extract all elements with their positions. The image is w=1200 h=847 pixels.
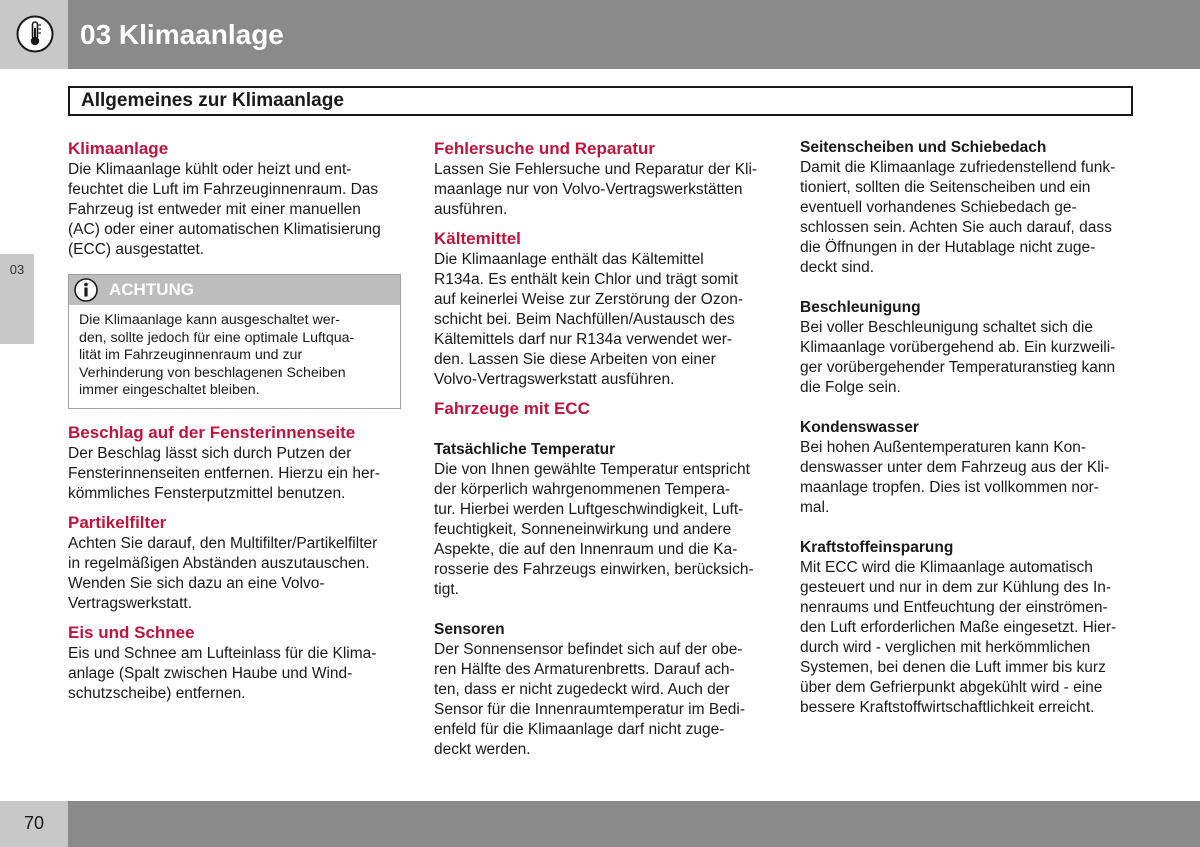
text-line: in regelmäßigen Abständen auszutauschen. (68, 554, 370, 572)
section-title-box (68, 86, 1133, 116)
text-line: Der Sonnensensor befindet sich auf der obe- (434, 641, 743, 658)
footer-corner (0, 801, 68, 847)
text-line: Die Klimaanlage kühlt oder heizt und ent- (68, 161, 352, 178)
text-line: Eis und Schnee am Lufteinlass für die Klima- (68, 644, 377, 662)
column-1 (68, 138, 403, 704)
text-line: immer eingeschaltet bleiben. (79, 382, 260, 398)
text-line: Achten Sie darauf, den Multifilter/Partikelfilter (68, 534, 378, 552)
footer-bar (0, 801, 1200, 847)
text-line: tur. Hierbei werden Luftgeschwindigkeit, Luft- (434, 501, 744, 518)
text-line: feuchtigkeit, Sonneneinwirkung und andere (434, 521, 732, 538)
text-line: Die Klimaanlage kann ausgeschaltet wer- (79, 312, 341, 328)
paragraph-kondenswasser (800, 438, 1135, 518)
text-line: Bei hohen Außentemperaturen kann Kon- (800, 439, 1087, 456)
chapter-title: 03 Klimaanlage (80, 19, 284, 50)
heading-beschleunigung: Beschleunigung (800, 299, 921, 316)
text-line: Lassen Sie Fehlersuche und Reparatur der Kli- (434, 161, 758, 178)
text-line: gesteuert und nur in dem zur Kühlung des In- (800, 579, 1112, 596)
warning-header (69, 275, 400, 305)
text-line: ausführen. (434, 201, 508, 218)
text-line: Der Beschlag lässt sich durch Putzen der (68, 444, 352, 462)
heading-fehlersuche: Fehlersuche und Reparatur (434, 139, 656, 158)
text-line: anlage (Spalt zwischen Haube und Wind- (68, 664, 353, 682)
paragraph-eis (68, 644, 403, 704)
text-line: auf keinerlei Weise zur Zerstörung der Ozon- (434, 291, 743, 308)
warning-box (68, 274, 401, 409)
side-tab-label: 03 (9, 262, 25, 277)
paragraph-beschlag (68, 444, 403, 504)
heading-seitenscheiben: Seitenscheiben und Schiebedach (800, 139, 1047, 156)
text-line: eventuell vorhandenes Schiebedach ge- (800, 199, 1077, 216)
paragraph-fehlersuche (434, 160, 769, 220)
text-line: den Luft erforderlichen Maße eingesetzt. Hier- (800, 619, 1117, 636)
heading-partikelfilter: Partikelfilter (68, 512, 167, 532)
text-line: den, sollte jedoch für eine optimale Luftqua- (79, 329, 355, 346)
text-line: maanlage tropfen. Dies ist vollkommen nor- (800, 479, 1099, 496)
paragraph-beschleunigung (800, 318, 1135, 398)
heading-eis: Eis und Schnee (68, 622, 195, 642)
heading-beschlag: Beschlag auf der Fensterinnenseite (68, 422, 356, 442)
text-line: schicht bei. Beim Nachfüllen/Austausch des (434, 311, 735, 328)
text-line: feuchtet die Luft im Fahrzeuginnenraum. Das (68, 181, 379, 198)
text-line: Damit die Klimaanlage zufriedenstellend funk- (800, 159, 1116, 176)
text-line: lität im Fahrzeuginnenraum und zur (79, 347, 303, 363)
text-line: Fensterinnenseiten entfernen. Hierzu ein her- (68, 464, 380, 482)
warning-body (69, 305, 400, 408)
header-corner (0, 0, 68, 69)
page-number: 70 (23, 813, 45, 833)
warning-text (79, 312, 390, 400)
text-line: Sensor für die Innenraumtemperatur im Bedi- (434, 701, 746, 718)
text-line: ger vorübergehender Temperaturanstieg kann (800, 359, 1116, 376)
heading-kraftstoff: Kraftstoffeinsparung (800, 539, 954, 556)
text-line: mal. (800, 499, 830, 516)
text-line: tigt. (434, 581, 459, 598)
text-line: rosserie des Fahrzeugs einwirken, berücksich- (434, 561, 754, 578)
text-line: enfeld für die Klimaanlage darf nicht zuge- (434, 721, 725, 738)
paragraph-partikelfilter (68, 534, 403, 614)
heading-sensoren: Sensoren (434, 621, 505, 638)
text-line: tioniert, sollten die Seitenscheiben und ein (800, 179, 1091, 196)
chapter-side-tab (0, 254, 34, 344)
text-line: denswasser unter dem Fahrzeug aus der Kli- (800, 459, 1110, 476)
column-3 (800, 138, 1135, 718)
text-line: R134a. Es enthält kein Chlor und trägt somit (434, 271, 739, 288)
text-line: Vertragswerkstatt. (68, 594, 193, 612)
text-line: Mit ECC wird die Klimaanlage automatisch (800, 559, 1093, 576)
text-line: Fahrzeug ist entweder mit einer manuellen (68, 201, 361, 218)
text-line: Die von Ihnen gewählte Temperatur entspricht (434, 461, 750, 478)
text-line: ten, dass er nicht zugedeckt wird. Auch der (434, 681, 730, 698)
thermometer-icon (16, 15, 54, 53)
text-line: bessere Kraftstoffwirtschaftlichkeit erreicht. (800, 699, 1095, 716)
text-line: Volvo-Vertragswerkstatt ausführen. (434, 371, 675, 388)
section-title: Allgemeines zur Klimaanlage (81, 90, 344, 111)
text-line: maanlage nur von Volvo-Vertragswerkstätten (434, 181, 743, 198)
text-line: ren Hälfte des Armaturenbretts. Darauf ach- (434, 661, 735, 678)
text-line: (ECC) ausgestattet. (68, 241, 205, 258)
paragraph-seitenscheiben (800, 158, 1135, 278)
text-line: Systemen, bei denen die Luft immer bis kurz (800, 659, 1106, 676)
text-line: Bei voller Beschleunigung schaltet sich die (800, 319, 1093, 336)
text-line: (AC) oder einer automatischen Klimatisierung (68, 221, 381, 238)
heading-kondenswasser: Kondenswasser (800, 419, 919, 436)
paragraph-klimaanlage (68, 160, 403, 260)
paragraph-sensoren (434, 640, 769, 760)
text-line: Verhinderung von beschlagenen Scheiben (79, 364, 346, 381)
text-line: die Öffnungen in der Hutablage nicht zuge- (800, 239, 1096, 256)
info-icon (72, 277, 100, 303)
text-line: schutzscheibe) entfernen. (68, 684, 246, 702)
text-line: nenraums und Entfeuchtung der einströmen- (800, 599, 1108, 616)
paragraph-kraftstoff (800, 558, 1135, 718)
text-line: kömmliches Fensterputzmittel benutzen. (68, 484, 346, 502)
text-line: deckt sind. (800, 259, 875, 276)
paragraph-kaeltemittel (434, 250, 769, 390)
column-2 (434, 138, 769, 760)
text-line: Kältemittels darf nur R134a verwendet wer- (434, 331, 733, 348)
text-line: Aspekte, die auf den Innenraum und die Ka- (434, 541, 738, 558)
text-line: schlossen sein. Achten Sie auch darauf, dass (800, 219, 1112, 236)
warning-label: ACHTUNG (109, 280, 194, 299)
text-line: den. Lassen Sie diese Arbeiten von einer (434, 351, 716, 368)
heading-klimaanlage: Klimaanlage (68, 139, 169, 158)
text-line: über dem Gefrierpunkt abgekühlt wird - eine (800, 679, 1103, 696)
header-bar (0, 0, 1200, 69)
heading-ecc: Fahrzeuge mit ECC (434, 399, 590, 418)
text-line: Wenden Sie sich dazu an eine Volvo- (68, 574, 325, 592)
text-line: Klimaanlage vorübergehend ab. Ein kurzweili- (800, 339, 1116, 356)
text-line: durch wird - verglichen mit herkömmlichen (800, 639, 1091, 656)
heading-kaeltemittel: Kältemittel (434, 229, 521, 248)
heading-temperatur: Tatsächliche Temperatur (434, 441, 616, 458)
paragraph-temperatur (434, 460, 769, 600)
text-line: die Folge sein. (800, 379, 901, 396)
text-line: deckt werden. (434, 741, 531, 758)
text-line: der körperlich wahrgenommenen Tempera- (434, 481, 731, 498)
text-line: Die Klimaanlage enthält das Kältemittel (434, 251, 704, 268)
